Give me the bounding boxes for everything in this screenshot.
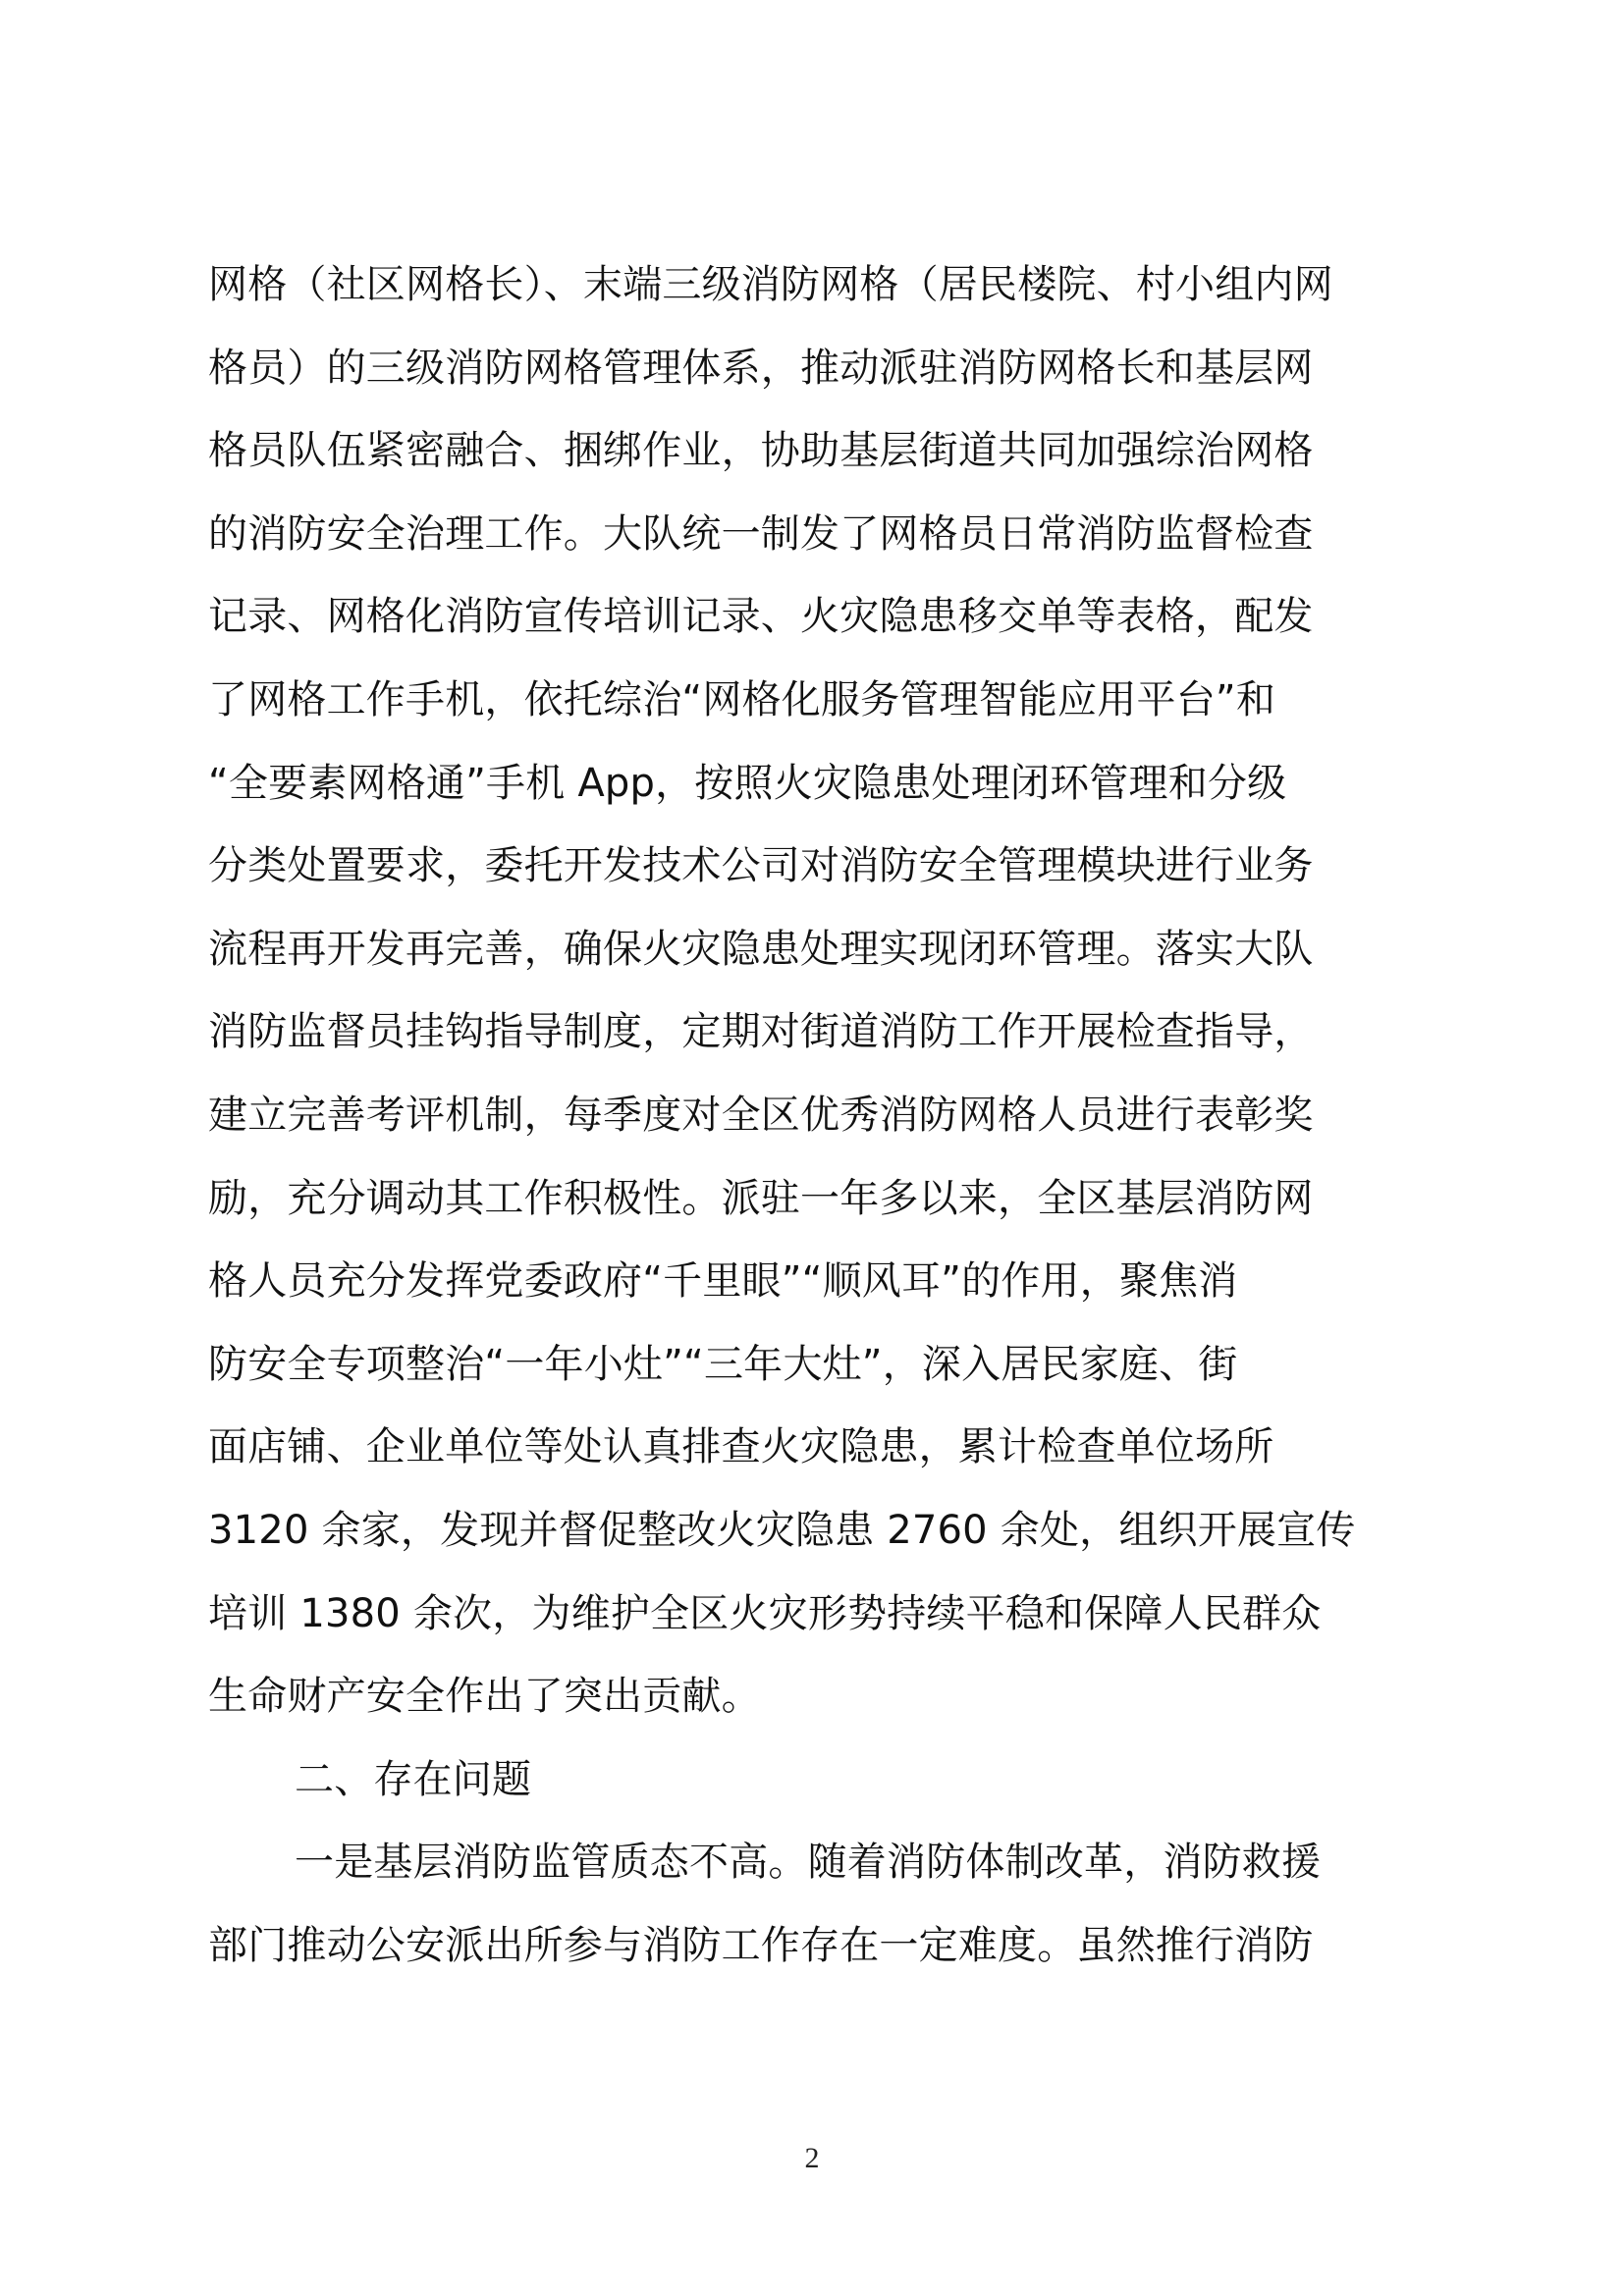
paragraph-first-line: 一是基层消防监管质态不高。随着消防体制改革，消防救援 <box>295 1840 1322 1886</box>
text-line: 格员队伍紧密融合、捆绑作业，协助基层街道共同加强综治网格 <box>208 428 1314 474</box>
text-line: 防安全专项整治“一年小灶”“三年大灶”，深入居民家庭、街 <box>208 1341 1238 1387</box>
text-line: 建立完善考评机制，每季度对全区优秀消防网格人员进行表彰奖 <box>208 1092 1314 1138</box>
text-line: 分类处置要求，委托开发技术公司对消防安全管理模块进行业务 <box>208 843 1314 889</box>
text-line: “全要素网格通”手机 App，按照火灾隐患处理闭环管理和分级 <box>208 760 1287 806</box>
text-line: 格人员充分发挥党委政府“千里眼”“顺风耳”的作用，聚焦消 <box>208 1258 1238 1305</box>
text-line: 网格（社区网格长）、末端三级消防网格（居民楼院、村小组内网 <box>208 262 1333 307</box>
section-heading: 二、存在问题 <box>295 1756 532 1802</box>
text-line: 部门推动公安派出所参与消防工作存在一定难度。虽然推行消防 <box>208 1922 1314 1968</box>
text-line: 格员）的三级消防网格管理体系，推动派驻消防网格长和基层网 <box>208 345 1314 391</box>
text-line: 生命财产安全作出了突出贡献。 <box>208 1674 761 1720</box>
text-line: 了网格工作手机，依托综治“网格化服务管理智能应用平台”和 <box>208 676 1276 722</box>
text-line: 培训 1380 余次，为维护全区火灾形势持续平稳和保障人民群众 <box>208 1590 1322 1636</box>
text-line: 流程再开发再完善，确保火灾隐患处理实现闭环管理。落实大队 <box>208 926 1314 972</box>
text-line: 3120 余家，发现并督促整改火灾隐患 2760 余处，组织开展宣传 <box>208 1507 1356 1553</box>
text-line: 消防监督员挂钩指导制度，定期对街道消防工作开展检查指导， <box>208 1009 1314 1055</box>
page-number: 2 <box>804 2142 820 2174</box>
text-line: 记录、网格化消防宣传培训记录、火灾隐患移交单等表格，配发 <box>208 594 1314 640</box>
body-text <box>208 243 1426 1987</box>
text-line: 的消防安全治理工作。大队统一制发了网格员日常消防监督检查 <box>208 510 1314 557</box>
text-line: 面店铺、企业单位等处认真排查火灾隐患，累计检查单位场所 <box>208 1424 1274 1470</box>
text-line: 励，充分调动其工作积极性。派驻一年多以来，全区基层消防网 <box>208 1175 1314 1221</box>
